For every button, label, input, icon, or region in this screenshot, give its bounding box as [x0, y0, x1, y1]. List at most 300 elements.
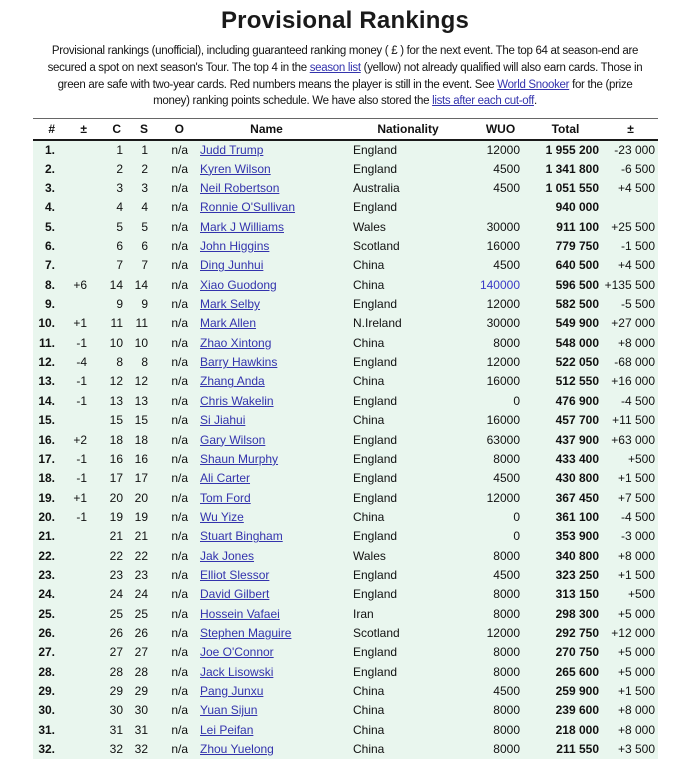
cell-name	[190, 140, 343, 159]
cell-diff	[603, 198, 658, 217]
cell-name	[190, 701, 343, 720]
cell-season: 8	[141, 355, 148, 370]
cell-total: 270 750	[555, 645, 599, 660]
cell-name	[190, 488, 343, 507]
cell-change	[57, 720, 91, 739]
cell-other: n/a	[171, 239, 188, 254]
cell-season: 11	[135, 316, 148, 331]
cell-wuo: 8000	[493, 606, 520, 621]
player-link[interactable]: Joe O'Connor	[200, 645, 274, 660]
cell-season: 23	[134, 567, 148, 582]
player-link[interactable]: Jack Lisowski	[200, 664, 274, 679]
cell-change	[57, 585, 91, 604]
cell-diff: +3 500	[617, 742, 655, 757]
cell-rank: 26.	[38, 625, 55, 640]
cell-total: 1 051 550	[545, 181, 599, 196]
cell-total: 512 550	[555, 374, 599, 389]
cell-season: 4	[141, 200, 148, 215]
cell-other: n/a	[171, 606, 188, 621]
cell-wuo: 8000	[493, 645, 520, 660]
cell-name	[190, 546, 343, 565]
table-row	[33, 507, 658, 526]
intro-text	[6, 43, 684, 110]
cell-total: 640 500	[555, 258, 599, 273]
cell-season: 6	[141, 239, 148, 254]
player-link[interactable]: Shaun Murphy	[200, 451, 279, 466]
cell-wuo: 4500	[493, 181, 520, 196]
cell-nationality: Wales	[353, 219, 386, 234]
cell-wuo	[473, 198, 528, 217]
intro-segment: (yellow) not already qualified will also earn cards. Those in	[360, 61, 643, 74]
rankings-table	[33, 118, 658, 759]
cell-change	[57, 527, 91, 546]
cell-season: 29	[134, 683, 148, 698]
cell-rank: 6.	[44, 239, 55, 254]
cell-wuo: 8000	[493, 664, 520, 679]
cell-nationality: England	[353, 471, 398, 486]
cell-total: 211 550	[556, 742, 599, 757]
cell-current: 11	[110, 316, 123, 331]
cell-season: 18	[134, 432, 148, 447]
cell-current: 13	[109, 393, 123, 408]
cell-wuo: 8000	[493, 742, 520, 757]
player-link[interactable]: Jak Jones	[200, 548, 255, 563]
cell-wuo: 30000	[486, 219, 520, 234]
cell-other: n/a	[171, 413, 188, 428]
intro-link[interactable]: season list	[309, 61, 361, 74]
cell-name	[190, 314, 343, 333]
cell-current: 18	[109, 432, 123, 447]
cell-other: n/a	[171, 142, 188, 157]
table-row	[33, 217, 658, 236]
cell-wuo: 16000	[486, 239, 520, 254]
cell-rank: 19.	[38, 490, 55, 505]
cell-diff: +25 500	[611, 219, 655, 234]
cell-diff: +63 000	[611, 432, 655, 447]
cell-wuo: 140000	[479, 277, 520, 292]
cell-name	[190, 391, 343, 410]
intro-segment: for the (prize	[569, 78, 633, 91]
cell-name	[190, 159, 343, 178]
cell-season: 20	[134, 490, 148, 505]
player-link[interactable]: Ding Junhui	[200, 258, 264, 273]
column-header-nationality: Nationality	[377, 121, 439, 136]
cell-rank: 22.	[38, 548, 55, 563]
cell-wuo: 4500	[493, 258, 520, 273]
cell-nationality: England	[353, 161, 398, 176]
cell-rank: 8.	[44, 277, 55, 292]
cell-season: 28	[134, 664, 148, 679]
player-link[interactable]: Gary Wilson	[200, 432, 266, 447]
player-link[interactable]: Zhou Yuelong	[200, 742, 274, 757]
cell-change	[57, 565, 91, 584]
cell-current: 7	[116, 258, 123, 273]
cell-other: n/a	[171, 490, 188, 505]
cell-change	[57, 411, 91, 430]
intro-segment: Provisional rankings (unofficial), including guaranteed ranking money ( £ ) for the next event. The top 64 at season-end are	[51, 45, 639, 57]
cell-total: 292 750	[555, 625, 599, 640]
cell-name	[190, 352, 343, 371]
cell-rank: 31.	[38, 722, 55, 737]
cell-rank: 18.	[38, 471, 55, 486]
cell-total: 265 600	[555, 664, 599, 679]
cell-other: n/a	[171, 200, 188, 215]
cell-wuo: 4500	[493, 471, 520, 486]
cell-rank: 28.	[38, 664, 55, 679]
cell-change: -1	[76, 451, 87, 466]
cell-other: n/a	[171, 219, 188, 234]
cell-diff: +8 000	[617, 548, 655, 563]
intro-link[interactable]: lists after each cut-off	[432, 95, 534, 108]
cell-current: 26	[109, 625, 123, 640]
cell-name	[190, 333, 343, 352]
cell-current: 1	[116, 142, 123, 157]
column-header-name: Name	[250, 121, 283, 136]
cell-wuo: 0	[513, 393, 520, 408]
cell-name	[190, 507, 343, 526]
player-link[interactable]: Hossein Vafaei	[200, 606, 280, 621]
cell-change: -4	[76, 355, 87, 370]
cell-current: 23	[109, 567, 123, 582]
cell-other: n/a	[171, 277, 188, 292]
player-link[interactable]: Mark Selby	[200, 297, 261, 312]
cell-change	[57, 662, 91, 681]
cell-change	[57, 294, 91, 313]
player-link[interactable]: Pang Junxu	[200, 683, 264, 698]
cell-other: n/a	[171, 451, 188, 466]
cell-change	[57, 604, 91, 623]
player-link[interactable]: Zhao Xintong	[200, 335, 272, 350]
column-header-change: ±	[80, 121, 87, 136]
player-link[interactable]: Neil Robertson	[200, 181, 280, 196]
cell-diff: +5 000	[617, 664, 655, 679]
cell-rank: 20.	[38, 509, 55, 524]
cell-wuo: 12000	[486, 142, 520, 157]
cell-season: 15	[134, 413, 148, 428]
cell-total: 522 050	[555, 355, 599, 370]
table-row	[33, 236, 658, 255]
cell-rank: 17.	[38, 451, 55, 466]
cell-current: 5	[116, 219, 123, 234]
cell-name	[190, 585, 343, 604]
player-link[interactable]: Chris Wakelin	[200, 393, 274, 408]
player-link[interactable]: Stephen Maguire	[200, 625, 292, 640]
player-link[interactable]: David Gilbert	[200, 587, 270, 602]
cell-name	[190, 430, 343, 449]
cell-nationality: China	[353, 722, 385, 737]
cell-total: 430 800	[555, 471, 599, 486]
cell-wuo: 8000	[493, 703, 520, 718]
cell-nationality: England	[353, 432, 398, 447]
cell-total: 361 100	[555, 509, 599, 524]
table-row	[33, 430, 658, 449]
cell-change: -1	[76, 393, 87, 408]
cell-name	[190, 217, 343, 236]
cell-name	[190, 469, 343, 488]
cell-change	[57, 256, 91, 275]
cell-season: 32	[134, 742, 148, 757]
player-link[interactable]: Mark Allen	[200, 316, 257, 331]
cell-total: 457 700	[555, 413, 599, 428]
cell-change: -1	[76, 374, 87, 389]
player-link[interactable]: Xiao Guodong	[200, 277, 277, 292]
cell-change	[57, 159, 91, 178]
cell-nationality: England	[353, 200, 398, 215]
cell-name	[190, 720, 343, 739]
table-row	[33, 275, 658, 294]
player-link[interactable]: Mark J Williams	[200, 219, 284, 234]
cell-nationality: Wales	[353, 548, 386, 563]
cell-total: 313 150	[555, 587, 599, 602]
cell-other: n/a	[171, 664, 188, 679]
table-row	[33, 565, 658, 584]
cell-diff: +8 000	[617, 722, 655, 737]
cell-wuo: 0	[513, 529, 520, 544]
cell-rank: 30.	[38, 703, 55, 718]
column-header-wuo: WUO	[485, 121, 516, 136]
cell-rank: 32.	[38, 742, 55, 757]
player-link[interactable]: Kyren Wilson	[200, 161, 271, 176]
cell-name	[190, 372, 343, 391]
cell-diff: -3 000	[620, 529, 655, 544]
table-row	[33, 469, 658, 488]
cell-diff: +4 500	[617, 181, 655, 196]
cell-nationality: England	[353, 664, 398, 679]
cell-other: n/a	[171, 316, 188, 331]
cell-other: n/a	[171, 722, 188, 737]
cell-diff: +1 500	[617, 471, 655, 486]
cell-total: 259 900	[555, 683, 599, 698]
cell-diff: +16 000	[611, 374, 655, 389]
cell-current: 15	[109, 413, 123, 428]
cell-current: 19	[109, 509, 123, 524]
cell-change: -1	[76, 335, 87, 350]
cell-rank: 24.	[38, 587, 55, 602]
table-row	[33, 701, 658, 720]
column-header-other: O	[174, 121, 184, 136]
cell-name	[190, 565, 343, 584]
cell-current: 31	[109, 722, 123, 737]
cell-wuo: 12000	[486, 490, 520, 505]
player-link[interactable]: Barry Hawkins	[200, 355, 278, 370]
cell-nationality: China	[353, 258, 385, 273]
cell-diff: +500	[627, 451, 655, 466]
cell-diff: +27 000	[611, 316, 655, 331]
intro-link[interactable]: World Snooker	[497, 78, 570, 91]
player-link[interactable]: Wu Yize	[200, 509, 244, 524]
player-link[interactable]: Ali Carter	[200, 471, 251, 486]
cell-total: 218 000	[555, 722, 599, 737]
cell-change: +2	[73, 432, 87, 447]
cell-name	[190, 294, 343, 313]
cell-current: 27	[109, 645, 123, 660]
player-link[interactable]: Lei Peifan	[200, 722, 254, 737]
cell-name	[190, 623, 343, 642]
cell-wuo: 0	[513, 509, 520, 524]
cell-diff: +135 500	[604, 277, 655, 292]
cell-name	[190, 256, 343, 275]
table-row	[33, 527, 658, 546]
cell-wuo: 8000	[493, 335, 520, 350]
cell-other: n/a	[171, 683, 188, 698]
cell-current: 14	[109, 277, 123, 292]
cell-rank: 16.	[38, 432, 55, 447]
cell-season: 17	[134, 471, 148, 486]
cell-change	[57, 217, 91, 236]
table-row	[33, 604, 658, 623]
cell-diff: +7 500	[617, 490, 655, 505]
table-row	[33, 449, 658, 468]
cell-total: 596 500	[555, 277, 599, 292]
cell-other: n/a	[171, 645, 188, 660]
cell-nationality: China	[353, 374, 385, 389]
cell-wuo: 8000	[493, 451, 520, 466]
cell-current: 28	[109, 664, 123, 679]
cell-current: 32	[109, 742, 123, 757]
cell-change	[57, 546, 91, 565]
table-row	[33, 178, 658, 197]
player-link[interactable]: Tom Ford	[200, 490, 251, 505]
player-link[interactable]: Si Jiahui	[200, 413, 246, 428]
cell-current: 6	[116, 239, 123, 254]
cell-change: +1	[73, 316, 87, 331]
cell-nationality: England	[353, 393, 398, 408]
cell-nationality: England	[353, 567, 398, 582]
cell-name	[190, 604, 343, 623]
cell-wuo: 4500	[493, 567, 520, 582]
player-link[interactable]: Ronnie O'Sullivan	[200, 200, 296, 215]
cell-wuo: 8000	[493, 587, 520, 602]
intro-segment: .	[533, 95, 537, 108]
cell-nationality: China	[353, 509, 385, 524]
cell-name	[190, 411, 343, 430]
player-link[interactable]: Zhang Anda	[200, 374, 265, 389]
table-row	[33, 198, 658, 217]
cell-other: n/a	[171, 258, 188, 273]
cell-nationality: England	[353, 355, 398, 370]
cell-season: 19	[134, 509, 148, 524]
cell-current: 30	[109, 703, 123, 718]
cell-season: 2	[141, 161, 148, 176]
cell-change: -1	[76, 471, 87, 486]
cell-nationality: China	[353, 413, 385, 428]
cell-rank: 12.	[38, 355, 55, 370]
table-header-row	[33, 119, 658, 140]
cell-nationality: N.Ireland	[353, 316, 402, 331]
cell-total: 353 900	[555, 529, 599, 544]
cell-total: 239 600	[555, 703, 599, 718]
player-link[interactable]: Yuan Sijun	[200, 703, 258, 718]
cell-change	[57, 681, 91, 700]
cell-current: 24	[109, 587, 123, 602]
cell-total: 1 955 200	[545, 142, 599, 157]
cell-diff: -6 500	[620, 161, 655, 176]
player-link[interactable]: Elliot Slessor	[200, 567, 270, 582]
cell-wuo: 30000	[486, 316, 520, 331]
cell-total: 298 300	[555, 606, 599, 621]
cell-name	[190, 449, 343, 468]
cell-name	[190, 275, 343, 294]
table-row	[33, 546, 658, 565]
cell-other: n/a	[171, 374, 188, 389]
cell-season: 30	[134, 703, 148, 718]
cell-other: n/a	[171, 548, 188, 563]
cell-diff: -68 000	[614, 355, 655, 370]
cell-nationality: England	[353, 490, 398, 505]
cell-other: n/a	[171, 335, 188, 350]
cell-total: 340 800	[555, 548, 599, 563]
cell-nationality: China	[353, 683, 385, 698]
cell-wuo: 16000	[486, 413, 520, 428]
cell-current: 8	[116, 355, 123, 370]
cell-nationality: England	[353, 451, 398, 466]
cell-diff: -5 500	[620, 297, 655, 312]
cell-name	[190, 739, 343, 758]
cell-nationality: England	[353, 142, 398, 157]
table-row	[33, 352, 658, 371]
cell-season: 22	[134, 548, 148, 563]
cell-nationality: England	[353, 587, 398, 602]
cell-nationality: China	[353, 742, 385, 757]
cell-season: 21	[134, 529, 148, 544]
cell-current: 10	[109, 335, 123, 350]
cell-current: 25	[109, 606, 123, 621]
cell-total: 367 450	[555, 490, 599, 505]
cell-change	[57, 178, 91, 197]
table-row	[33, 314, 658, 333]
table-row	[33, 488, 658, 507]
cell-total: 323 250	[555, 567, 599, 582]
cell-other: n/a	[171, 509, 188, 524]
cell-rank: 21.	[38, 529, 55, 544]
cell-total: 940 000	[555, 200, 599, 215]
cell-diff: -4 500	[620, 509, 655, 524]
cell-current: 16	[109, 451, 123, 466]
table-row	[33, 681, 658, 700]
cell-season: 9	[141, 297, 148, 312]
cell-total: 1 341 800	[545, 161, 599, 176]
cell-season: 27	[134, 645, 148, 660]
cell-season: 3	[141, 181, 148, 196]
cell-current: 21	[109, 529, 123, 544]
cell-current: 3	[116, 181, 123, 196]
cell-other: n/a	[171, 567, 188, 582]
cell-other: n/a	[171, 393, 188, 408]
cell-diff: +8 000	[617, 703, 655, 718]
cell-diff: +11 500	[612, 413, 655, 428]
player-link[interactable]: Stuart Bingham	[200, 529, 283, 544]
player-link[interactable]: Judd Trump	[200, 142, 264, 157]
player-link[interactable]: John Higgins	[200, 239, 270, 254]
cell-rank: 29.	[38, 683, 55, 698]
cell-total: 582 500	[555, 297, 599, 312]
cell-rank: 10.	[38, 316, 55, 331]
cell-diff: -4 500	[620, 393, 655, 408]
cell-rank: 2.	[44, 161, 55, 176]
cell-wuo: 16000	[486, 374, 520, 389]
table-row	[33, 372, 658, 391]
cell-change: -1	[76, 509, 87, 524]
cell-name	[190, 643, 343, 662]
table-row	[33, 391, 658, 410]
cell-current: 17	[109, 471, 123, 486]
table-row	[33, 256, 658, 275]
cell-change	[57, 739, 91, 758]
table-row	[33, 333, 658, 352]
cell-nationality: England	[353, 297, 398, 312]
intro-segment: green are safe with two-year cards. Red numbers means the player is still in the event. See	[57, 78, 498, 91]
cell-total: 548 000	[555, 335, 599, 350]
